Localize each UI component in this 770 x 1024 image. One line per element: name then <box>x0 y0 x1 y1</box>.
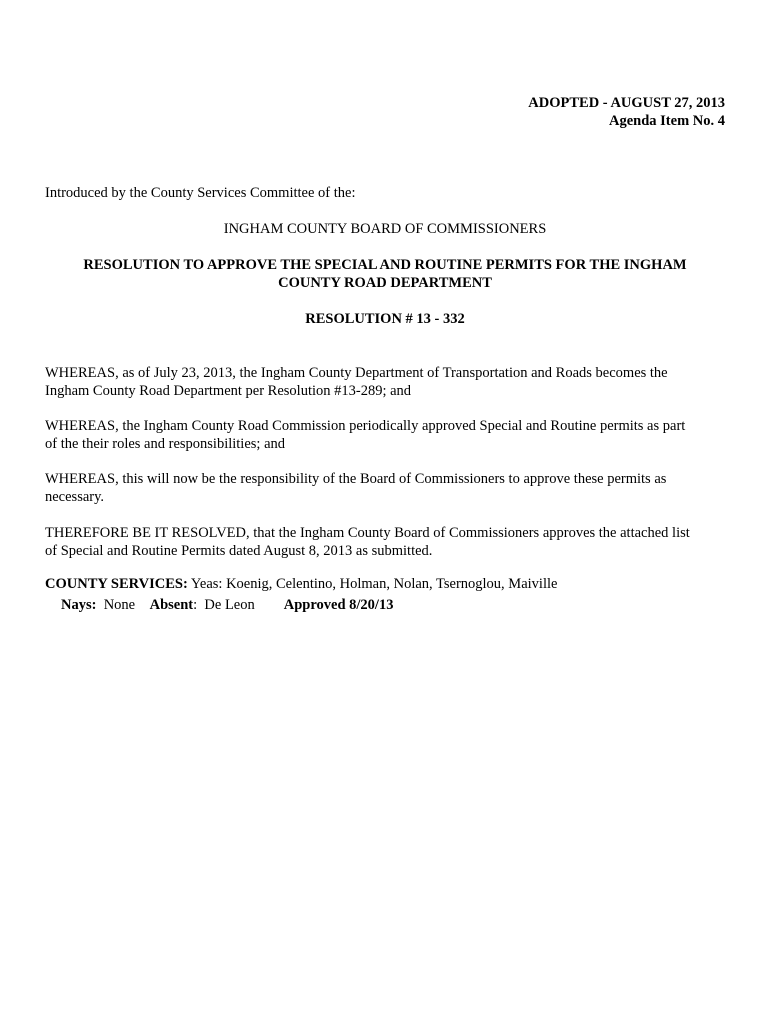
whereas-paragraph-2 <box>45 417 725 453</box>
paragraph-line: WHEREAS, as of July 23, 2013, the Ingham County Department of Transportation and Roads becomes the <box>45 365 668 381</box>
paragraph-line: WHEREAS, this will now be the responsibility of the Board of Commissioners to approve these permits as <box>45 471 667 487</box>
paragraph-line: Ingham County Road Department per Resolution #13-289; and <box>45 383 412 399</box>
agenda-item-number: Agenda Item No. 4 <box>609 113 725 129</box>
vote-record-line2: Nays: None Absent: De Leon Approved 8/20/13 <box>61 597 394 613</box>
resolution-title-line1: RESOLUTION TO APPROVE THE SPECIAL AND ROUTINE PERMITS FOR THE INGHAM <box>83 257 687 273</box>
yeas-label: Yeas: <box>190 576 223 592</box>
whereas-paragraph-3 <box>45 470 725 506</box>
vote-record-line1 <box>45 575 557 593</box>
resolution-title <box>45 256 725 292</box>
nays-value: None <box>103 597 136 613</box>
absent-value: De Leon <box>204 597 255 613</box>
nays-label: Nays: <box>61 597 97 613</box>
committee-label: COUNTY SERVICES: <box>45 576 188 592</box>
introduced-by: Introduced by the County Services Committee of the: <box>45 185 356 201</box>
yeas-names: Koenig, Celentino, Holman, Nolan, Tsernoglou, Maiville <box>226 576 558 592</box>
resolution-number: RESOLUTION # 13 - 332 <box>305 311 465 327</box>
paragraph-line: necessary. <box>45 489 105 505</box>
resolved-paragraph <box>45 524 725 560</box>
paragraph-line: of the their roles and responsibilities; and <box>45 436 286 452</box>
whereas-paragraph-1 <box>45 364 725 400</box>
board-name: INGHAM COUNTY BOARD OF COMMISSIONERS <box>223 221 547 237</box>
absent-label: Absent <box>149 597 194 613</box>
resolution-title-line2: COUNTY ROAD DEPARTMENT <box>278 275 492 291</box>
paragraph-line: WHEREAS, the Ingham County Road Commission periodically approved Special and Routine permits as part <box>45 418 686 434</box>
approved-date: Approved 8/20/13 <box>283 597 394 613</box>
paragraph-line: of Special and Routine Permits dated August 8, 2013 as submitted. <box>45 543 433 559</box>
paragraph-line: THEREFORE BE IT RESOLVED, that the Ingham County Board of Commissioners approves the attached list <box>45 525 690 541</box>
adoption-header <box>528 94 725 130</box>
adopted-date: ADOPTED - AUGUST 27, 2013 <box>528 95 725 111</box>
